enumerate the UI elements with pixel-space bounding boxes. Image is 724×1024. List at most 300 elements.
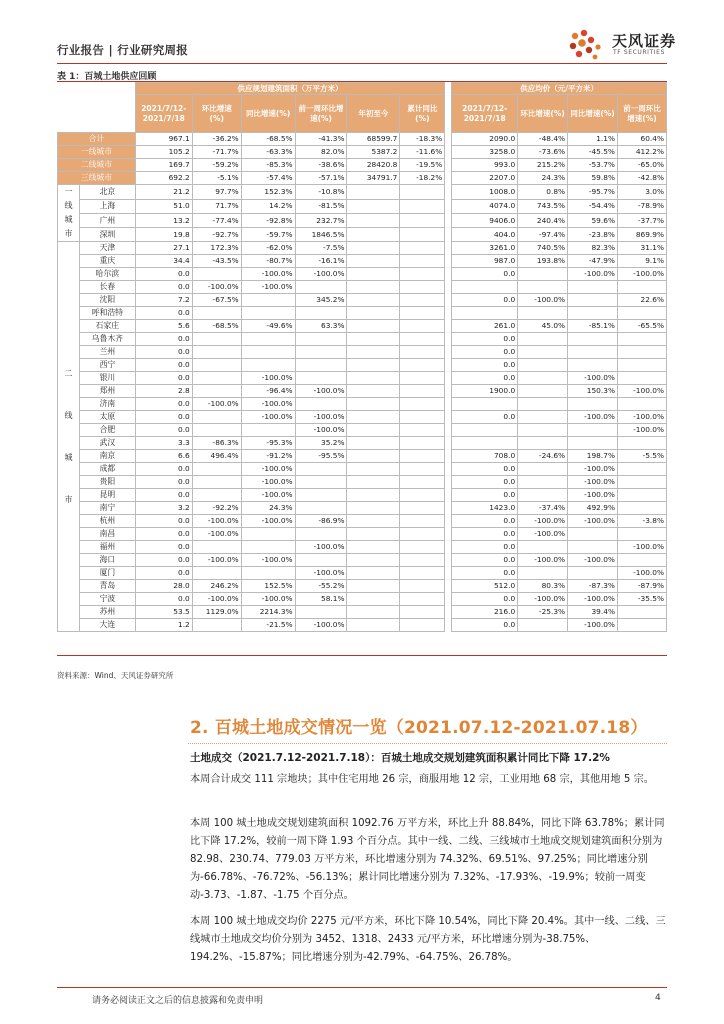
cell-value: -59.2%: [192, 159, 241, 172]
cell-value: -85.3%: [241, 159, 295, 172]
cell-value: 412.2%: [617, 146, 666, 159]
city-name: 沈阳: [79, 294, 135, 307]
cell-value: [347, 294, 400, 307]
cell-value: 0.8%: [518, 185, 568, 199]
cell-value: -100.0%: [518, 528, 568, 541]
cell-value: [347, 228, 400, 242]
cell-value: 6.6: [135, 450, 192, 463]
cell-value: -62.0%: [241, 242, 295, 255]
cell-value: -37.4%: [518, 502, 568, 515]
cell-value: 743.5%: [518, 199, 568, 213]
cell-value: [295, 281, 347, 294]
column-header-price-3: 前一周环比增速(%): [617, 95, 666, 133]
cell-value: [295, 528, 347, 541]
city-name: 昆明: [79, 489, 135, 502]
cell-value: [400, 424, 445, 437]
table-row: [58, 172, 667, 185]
city-name: 杭州: [79, 515, 135, 528]
city-name: 成都: [79, 463, 135, 476]
cell-value: 0.0: [135, 541, 192, 554]
cell-value: -100.0%: [295, 567, 347, 580]
cell-value: [400, 320, 445, 333]
cell-value: 496.4%: [192, 450, 241, 463]
cell-value: [192, 333, 241, 346]
cell-value: 198.7%: [568, 450, 618, 463]
column-header-area-2: 同比增速(%): [241, 95, 295, 133]
cell-value: -100.0%: [617, 385, 666, 398]
cell-value: -5.1%: [192, 172, 241, 185]
cell-value: -100.0%: [241, 281, 295, 294]
cell-value: -100.0%: [518, 593, 568, 606]
cell-value: -41.3%: [295, 133, 347, 146]
cell-value: 0.0: [135, 359, 192, 372]
cell-value: 0.0: [135, 476, 192, 489]
cell-value: -95.5%: [295, 450, 347, 463]
supply-table-wrap: [57, 81, 667, 656]
table-row: [58, 320, 667, 333]
cell-value: [518, 619, 568, 632]
cell-value: [400, 398, 445, 411]
cell-value: [347, 515, 400, 528]
cell-value: [568, 528, 618, 541]
cell-value: 24.3%: [518, 172, 568, 185]
cell-value: 51.0: [135, 199, 192, 213]
cell-value: 1.2: [135, 619, 192, 632]
table-row: [58, 307, 667, 320]
table-row: [58, 199, 667, 213]
cell-value: 0.0: [135, 528, 192, 541]
cell-value: -100.0%: [568, 476, 618, 489]
cell-value: 0.0: [135, 424, 192, 437]
table-row: [58, 281, 667, 294]
column-header-area-5: 累计同比(%): [400, 95, 445, 133]
cell-value: -100.0%: [568, 411, 618, 424]
cell-value: -100.0%: [617, 541, 666, 554]
cell-value: -65.5%: [617, 320, 666, 333]
cell-value: -86.9%: [295, 515, 347, 528]
table-row: [58, 567, 667, 580]
cell-value: [347, 463, 400, 476]
cell-value: -97.4%: [518, 228, 568, 242]
cell-value: -100.0%: [617, 268, 666, 281]
cell-value: 0.0: [452, 463, 518, 476]
cell-value: 0.0: [452, 619, 518, 632]
cell-value: [295, 372, 347, 385]
cell-value: [192, 385, 241, 398]
cell-value: [347, 346, 400, 359]
cell-value: 215.2%: [518, 159, 568, 172]
cell-value: 0.0: [135, 398, 192, 411]
cell-value: [347, 255, 400, 268]
city-name: 郑州: [79, 385, 135, 398]
cell-value: [192, 268, 241, 281]
cell-value: 0.0: [135, 268, 192, 281]
cell-value: 232.7%: [295, 213, 347, 227]
cell-value: [518, 411, 568, 424]
cell-value: -100.0%: [568, 489, 618, 502]
cell-value: [452, 281, 518, 294]
cell-value: -96.4%: [241, 385, 295, 398]
cell-value: -11.6%: [400, 146, 445, 159]
cell-value: [400, 213, 445, 227]
cell-value: [192, 359, 241, 372]
cell-value: -100.0%: [568, 593, 618, 606]
cell-value: 216.0: [452, 606, 518, 619]
cell-value: -95.7%: [568, 185, 618, 199]
cell-value: -21.5%: [241, 619, 295, 632]
cell-value: [400, 385, 445, 398]
cell-value: 3.2: [135, 502, 192, 515]
cell-value: [518, 268, 568, 281]
column-header-area-0: 2021/7/12-2021/7/18: [135, 95, 192, 133]
cell-value: 1900.0: [452, 385, 518, 398]
cell-value: -23.8%: [568, 228, 618, 242]
cell-value: [192, 567, 241, 580]
city-name: 海口: [79, 554, 135, 567]
cell-value: 34.4: [135, 255, 192, 268]
cell-value: -67.5%: [192, 294, 241, 307]
cell-value: [241, 424, 295, 437]
cell-value: [295, 554, 347, 567]
cell-value: -25.3%: [518, 606, 568, 619]
cell-value: [518, 476, 568, 489]
cell-value: -57.4%: [241, 172, 295, 185]
cell-value: -100.0%: [568, 619, 618, 632]
cell-value: [400, 255, 445, 268]
cell-value: -54.4%: [568, 199, 618, 213]
tier-label-2: 二 线 城 市: [58, 242, 80, 632]
cell-value: 172.3%: [192, 242, 241, 255]
cell-value: -57.1%: [295, 172, 347, 185]
cell-value: 0.0: [452, 541, 518, 554]
cell-value: 68599.7: [347, 133, 400, 146]
cell-value: [347, 554, 400, 567]
cell-value: [617, 281, 666, 294]
cell-value: [347, 502, 400, 515]
cell-value: -100.0%: [192, 528, 241, 541]
city-name: 南京: [79, 450, 135, 463]
header-divider: [57, 63, 667, 64]
cell-value: -77.4%: [192, 213, 241, 227]
cell-value: 0.0: [452, 554, 518, 567]
cell-value: [295, 307, 347, 320]
cell-value: [400, 281, 445, 294]
cell-value: [347, 567, 400, 580]
cell-value: -35.5%: [617, 593, 666, 606]
cell-value: [400, 411, 445, 424]
cell-value: 24.3%: [241, 502, 295, 515]
cell-value: [400, 554, 445, 567]
table-row: [58, 476, 667, 489]
cell-value: 0.0: [135, 554, 192, 567]
cell-value: -100.0%: [617, 411, 666, 424]
cell-value: 987.0: [452, 255, 518, 268]
table-row: [58, 580, 667, 593]
cell-value: [400, 502, 445, 515]
cell-value: 2207.0: [452, 172, 518, 185]
cell-value: [400, 294, 445, 307]
footer-disclaimer: 请务必阅读正文之后的信息披露和免责申明: [92, 996, 264, 1006]
cell-value: [400, 580, 445, 593]
cell-value: 1.1%: [568, 133, 618, 146]
city-name: 福州: [79, 541, 135, 554]
cell-value: [295, 333, 347, 346]
cell-value: [617, 346, 666, 359]
cell-value: -92.7%: [192, 228, 241, 242]
cell-value: 0.0: [452, 346, 518, 359]
city-name: 石家庄: [79, 320, 135, 333]
page-number: 4: [655, 993, 661, 1003]
cell-value: [347, 528, 400, 541]
city-name: 大连: [79, 619, 135, 632]
cell-value: [347, 424, 400, 437]
cell-value: -78.9%: [617, 199, 666, 213]
cell-value: 22.6%: [617, 294, 666, 307]
cell-value: 193.8%: [518, 255, 568, 268]
cell-value: [617, 554, 666, 567]
table-row: [58, 619, 667, 632]
cell-value: [617, 528, 666, 541]
cell-value: [400, 359, 445, 372]
cell-value: [347, 476, 400, 489]
cell-value: 692.2: [135, 172, 192, 185]
cell-value: 2.8: [135, 385, 192, 398]
cell-value: 869.9%: [617, 228, 666, 242]
cell-value: [295, 463, 347, 476]
cell-value: [617, 398, 666, 411]
cell-value: -100.0%: [241, 398, 295, 411]
city-name: 北京: [79, 185, 135, 199]
cell-value: -86.3%: [192, 437, 241, 450]
city-name: 哈尔滨: [79, 268, 135, 281]
cell-value: 993.0: [452, 159, 518, 172]
cell-value: [518, 359, 568, 372]
cell-value: [347, 359, 400, 372]
cell-value: [295, 398, 347, 411]
paragraph-1: 本周合计成交 111 宗地块；其中住宅用地 26 宗，商服用地 12 宗，工业用地 68 宗，其他用地 5 宗。: [190, 774, 654, 785]
table-row: [58, 606, 667, 619]
cell-value: -100.0%: [241, 515, 295, 528]
table-row: [58, 528, 667, 541]
cell-value: [347, 307, 400, 320]
cell-value: 0.0: [135, 593, 192, 606]
cell-value: [192, 424, 241, 437]
city-name: 南昌: [79, 528, 135, 541]
cell-value: -43.5%: [192, 255, 241, 268]
cell-value: -48.4%: [518, 133, 568, 146]
cell-value: 0.0: [452, 294, 518, 307]
cell-value: 58.1%: [295, 593, 347, 606]
cell-value: -100.0%: [617, 424, 666, 437]
cell-value: 4074.0: [452, 199, 518, 213]
table-row: [58, 213, 667, 227]
table-row: [58, 242, 667, 255]
cell-value: [617, 333, 666, 346]
cell-value: 45.0%: [518, 320, 568, 333]
cell-value: 0.0: [135, 489, 192, 502]
table-row: [58, 463, 667, 476]
cell-value: 3.3: [135, 437, 192, 450]
cell-value: 261.0: [452, 320, 518, 333]
cell-value: 1129.0%: [192, 606, 241, 619]
cell-value: [295, 476, 347, 489]
table-row: [58, 255, 667, 268]
cell-value: [347, 411, 400, 424]
city-name: 天津: [79, 242, 135, 255]
cell-value: [617, 463, 666, 476]
row-label: 一线城市: [58, 146, 136, 159]
cell-value: [241, 359, 295, 372]
cell-value: -38.6%: [295, 159, 347, 172]
table-row: [58, 385, 667, 398]
city-name: 太原: [79, 411, 135, 424]
cell-value: [518, 437, 568, 450]
cell-value: [400, 476, 445, 489]
cell-value: 71.7%: [192, 199, 241, 213]
city-name: 上海: [79, 199, 135, 213]
cell-value: 404.0: [452, 228, 518, 242]
table-row: [58, 294, 667, 307]
table-row: [58, 185, 667, 199]
cell-value: [192, 476, 241, 489]
cell-value: [347, 333, 400, 346]
cell-value: [400, 437, 445, 450]
cell-value: -100.0%: [518, 554, 568, 567]
cell-value: 0.0: [135, 411, 192, 424]
cell-value: 246.2%: [192, 580, 241, 593]
cell-value: [295, 346, 347, 359]
cell-value: [568, 437, 618, 450]
cell-value: [400, 372, 445, 385]
cell-value: [568, 346, 618, 359]
cell-value: -45.5%: [568, 146, 618, 159]
cell-value: 169.7: [135, 159, 192, 172]
cell-value: 39.4%: [568, 606, 618, 619]
cell-value: -19.5%: [400, 159, 445, 172]
cell-value: [568, 398, 618, 411]
table-row: [58, 359, 667, 372]
table-source: 资料来源：Wind、天风证券研究所: [57, 671, 174, 680]
cell-value: [347, 489, 400, 502]
cell-value: [241, 541, 295, 554]
column-header-area-1: 环比增速(%): [192, 95, 241, 133]
cell-value: -47.9%: [568, 255, 618, 268]
cell-value: [568, 541, 618, 554]
city-name: 西宁: [79, 359, 135, 372]
cell-value: 345.2%: [295, 294, 347, 307]
cell-value: -100.0%: [568, 268, 618, 281]
city-name: 厦门: [79, 567, 135, 580]
cell-value: [347, 619, 400, 632]
cell-value: 0.0: [135, 307, 192, 320]
cell-value: 0.0: [452, 411, 518, 424]
cell-value: [241, 528, 295, 541]
cell-value: 1846.5%: [295, 228, 347, 242]
cell-value: [400, 463, 445, 476]
table-row: [58, 411, 667, 424]
cell-value: [192, 619, 241, 632]
cell-value: 0.0: [135, 567, 192, 580]
cell-value: -91.2%: [241, 450, 295, 463]
supply-table: [57, 82, 667, 632]
cell-value: -59.7%: [241, 228, 295, 242]
cell-value: 0.0: [452, 372, 518, 385]
cell-value: [400, 242, 445, 255]
cell-value: -68.5%: [241, 133, 295, 146]
cell-value: 152.3%: [241, 185, 295, 199]
cell-value: [617, 476, 666, 489]
cell-value: -100.0%: [568, 515, 618, 528]
cell-value: [347, 450, 400, 463]
cell-value: -100.0%: [241, 268, 295, 281]
cell-value: [400, 228, 445, 242]
table-row: [58, 502, 667, 515]
cell-value: [400, 619, 445, 632]
cell-value: [400, 515, 445, 528]
table-row: [58, 554, 667, 567]
cell-value: -63.3%: [241, 146, 295, 159]
cell-value: [617, 437, 666, 450]
cell-value: -42.8%: [617, 172, 666, 185]
cell-value: [568, 281, 618, 294]
cell-value: -81.5%: [295, 199, 347, 213]
city-name: 贵阳: [79, 476, 135, 489]
cell-value: 7.2: [135, 294, 192, 307]
cell-value: 34791.7: [347, 172, 400, 185]
table-row: [58, 146, 667, 159]
cell-value: -5.5%: [617, 450, 666, 463]
cell-value: 1423.0: [452, 502, 518, 515]
table-row: [58, 398, 667, 411]
cell-value: [295, 489, 347, 502]
city-name: 乌鲁木齐: [79, 333, 135, 346]
city-name: 南宁: [79, 502, 135, 515]
table-row: [58, 437, 667, 450]
cell-value: 150.3%: [568, 385, 618, 398]
cell-value: 0.0: [452, 489, 518, 502]
cell-value: 0.0: [452, 528, 518, 541]
cell-value: 0.0: [452, 333, 518, 346]
cell-value: [347, 185, 400, 199]
cell-value: [295, 359, 347, 372]
cell-value: -87.3%: [568, 580, 618, 593]
cell-value: -37.7%: [617, 213, 666, 227]
cell-value: -73.6%: [518, 146, 568, 159]
cell-value: [617, 372, 666, 385]
paragraph-3: 本周 100 城土地成交均价 2275 元/平方米，环比下降 10.54%，同比下降 20.4%。其中一线、二线、三线城市土地成交均价分别为 3452、1318、2433 元/平方米，环比增速分别为-38.75%、194.2%、-15.87%；同比增速分别为-42.79%、-64.75%、26.78%。: [190, 916, 666, 963]
cell-value: [518, 372, 568, 385]
cell-value: -10.8%: [295, 185, 347, 199]
cell-value: [568, 333, 618, 346]
cell-value: [241, 567, 295, 580]
cell-value: -80.7%: [241, 255, 295, 268]
cell-value: [617, 619, 666, 632]
cell-value: 0.0: [452, 268, 518, 281]
cell-value: 21.2: [135, 185, 192, 199]
cell-value: [400, 606, 445, 619]
cell-value: -49.6%: [241, 320, 295, 333]
cell-value: [400, 541, 445, 554]
cell-value: -24.6%: [518, 450, 568, 463]
cell-value: -68.5%: [192, 320, 241, 333]
cell-value: [452, 437, 518, 450]
cell-value: -100.0%: [192, 281, 241, 294]
cell-value: 3.0%: [617, 185, 666, 199]
cell-value: -100.0%: [241, 554, 295, 567]
city-name: 兰州: [79, 346, 135, 359]
cell-value: 105.2: [135, 146, 192, 159]
cell-value: [347, 199, 400, 213]
